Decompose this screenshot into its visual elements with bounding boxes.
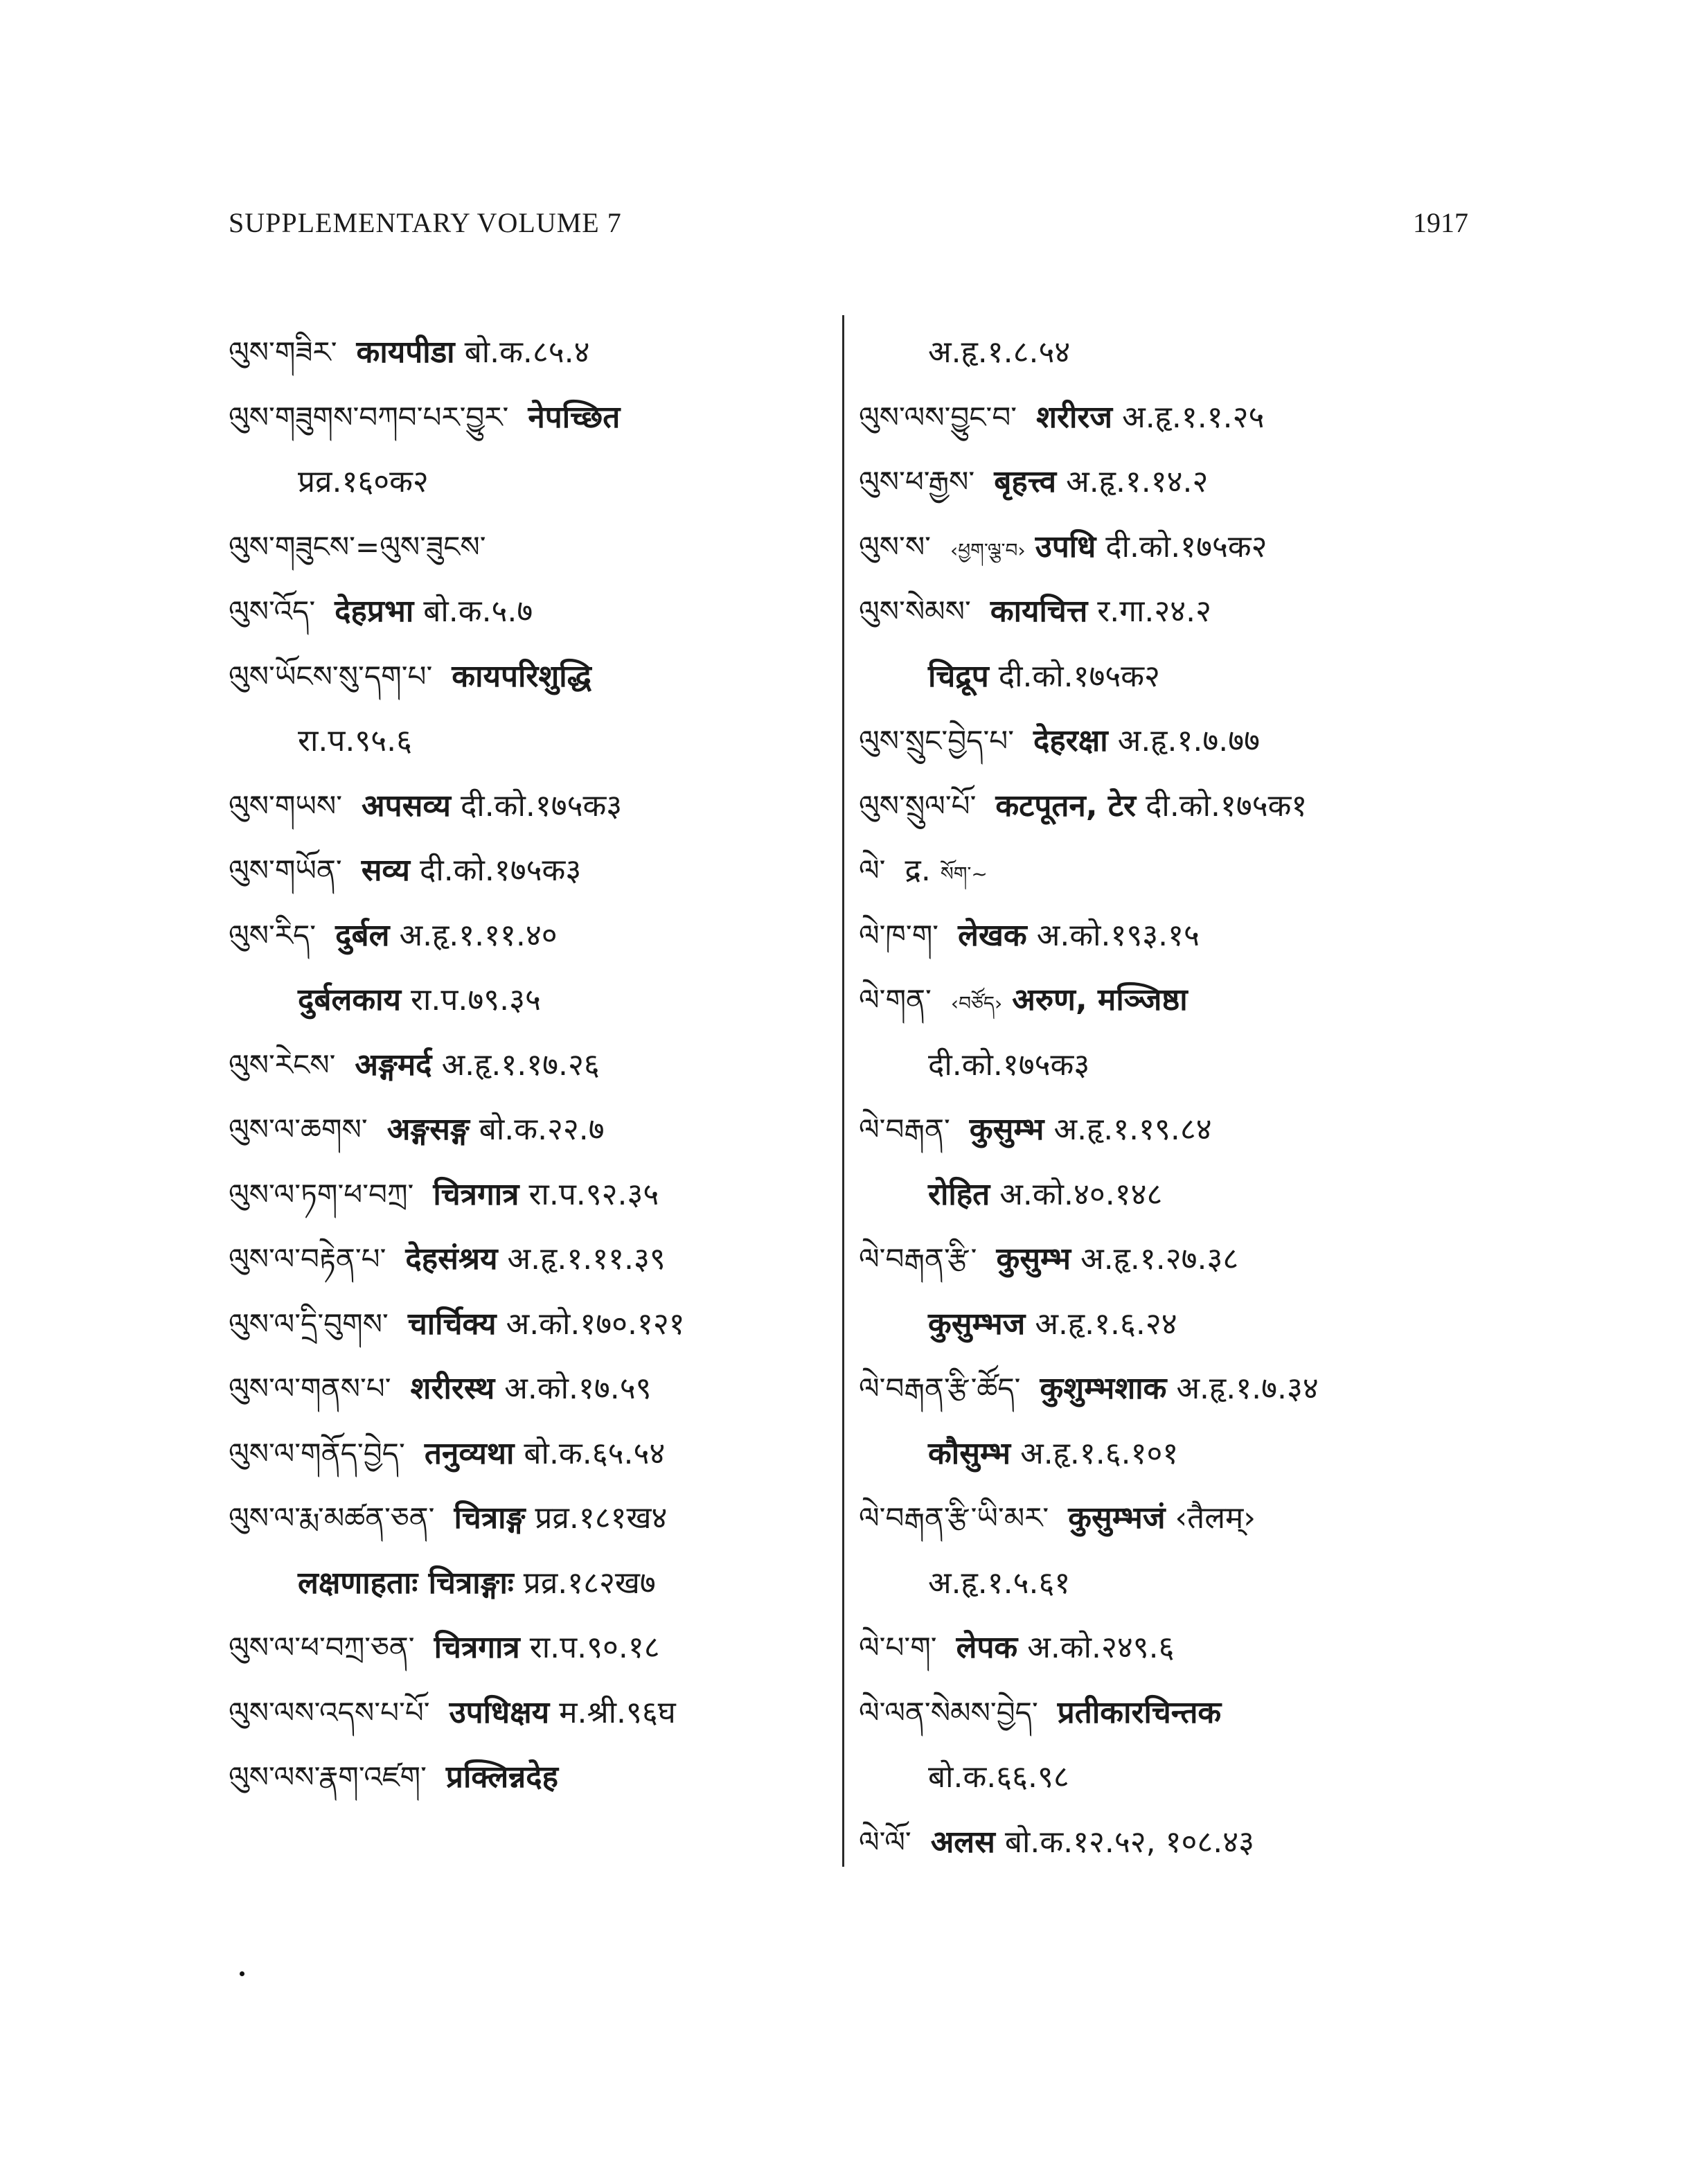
dictionary-entry: [229, 1680, 824, 1746]
tibetan-headword: ལུས་ལ་གནས་པ་: [229, 1371, 391, 1405]
dictionary-entry: [859, 1615, 1468, 1680]
sanskrit-equivalent: कुसुम्भ: [969, 1112, 1044, 1147]
sanskrit-equivalent: सव्य: [361, 853, 410, 888]
source-reference: म.श्री.९६घ: [559, 1694, 676, 1730]
tibetan-headword: ལུས་གཡོན་: [229, 853, 342, 887]
entry-continuation: [859, 320, 1468, 385]
tibetan-headword: ལུས་ལ་རྨ་མཚན་ཅན་: [229, 1501, 435, 1535]
sanskrit-equivalent: देहप्रभा: [335, 594, 414, 629]
entry-continuation: [229, 1551, 824, 1616]
dictionary-entry: [859, 903, 1468, 968]
tibetan-headword: ལུས་སེམས་: [859, 594, 971, 628]
source-reference: दी.को.१७५क२: [1105, 529, 1267, 565]
tibetan-headword: ལུས་ཕ་རྒྱས་: [859, 465, 975, 499]
dictionary-entry: [229, 579, 824, 644]
tibetan-headword: ལུས་ལ་དྲི་བུགས་: [229, 1306, 389, 1341]
source-reference: अ.को.२४९.६: [1027, 1630, 1175, 1665]
dictionary-entry: [859, 579, 1468, 644]
sanskrit-equivalent: अपसव्य: [362, 788, 451, 824]
sanskrit-equivalent: तनुव्यथा: [424, 1435, 515, 1471]
source-reference: बो.क.१२.५२, १०८.४३: [1004, 1824, 1255, 1860]
tibetan-headword: ལུས་ས་: [859, 529, 931, 564]
tibetan-headword: ལུས་ལ་ཏག་ཕ་བཀྲ་: [229, 1177, 414, 1211]
sanskrit-equivalent: प्रतीकारचिन्तक: [1057, 1694, 1222, 1730]
tibetan-headword: ལུས་ལས་འདས་པ་པོ་: [229, 1695, 430, 1730]
source-reference: रा.प.९२.३५: [528, 1176, 659, 1212]
source-reference: अ.हृ.१.६.१०१: [1020, 1435, 1179, 1471]
dictionary-entry: [229, 903, 824, 968]
dictionary-entry: [859, 1227, 1468, 1292]
tibetan-headword: ལུས་གཟུགས་བཀབ་པར་བྱུར་: [229, 400, 509, 434]
tibetan-headword: ལེ་: [859, 853, 886, 887]
sanskrit-equivalent: शरीरज: [1036, 399, 1113, 435]
source-reference: अ.हृ.१.११.४०: [399, 917, 558, 953]
dictionary-entry: [859, 709, 1468, 774]
dictionary-entry: [229, 1356, 824, 1421]
source-reference: अ.को.१९३.१५: [1036, 917, 1200, 953]
page-number: 1917: [1413, 207, 1468, 238]
tibetan-headword: ལུས་ལ་བརྟེན་པ་: [229, 1242, 386, 1276]
tibetan-headword: ལེ་ལོ་: [859, 1825, 911, 1859]
tibetan-headword: ལུས་ལས་བྱུང་བ་: [859, 400, 1017, 434]
left-column: [229, 320, 824, 1810]
sanskrit-equivalent: कुसुम्भजं: [1068, 1500, 1166, 1536]
tibetan-headword: ལེ་གན་: [859, 983, 932, 1017]
dictionary-entry: [859, 838, 1468, 903]
sanskrit-equivalent: अङ्गमर्द: [355, 1047, 432, 1083]
source-reference: दी.को.१७५क२: [998, 658, 1160, 694]
dictionary-entry: [229, 515, 824, 580]
sanskrit-equivalent: प्रक्लिन्नदेह: [445, 1759, 558, 1795]
tibetan-headword: ལུས་ལས་རྣག་འཛག་: [229, 1760, 427, 1794]
sanskrit-equivalent: कायपरिशुद्धि: [452, 658, 591, 694]
source-reference: अ.हृ.१.१९.८४: [1053, 1112, 1212, 1147]
sanskrit-equivalent: बृहत्त्व: [994, 464, 1057, 499]
sanskrit-equivalent: अरुण, मञ्जिष्ठा: [1012, 982, 1188, 1018]
sanskrit-equivalent: अलस: [930, 1824, 995, 1860]
tibetan-headword: ལུས་རིད་: [229, 918, 317, 952]
dictionary-entry: [229, 320, 824, 385]
tibetan-headword: ལེ་ཁ་ག་: [859, 918, 939, 952]
tibetan-headword: ལེ་བརྒན་རྩི་ཡི་མར་: [859, 1501, 1049, 1535]
source-reference: अ.हृ.१.१७.२६: [441, 1047, 600, 1083]
source-reference: प्रव्र.१८२ख७: [523, 1565, 656, 1601]
sanskrit-equivalent: कायचित्त: [990, 594, 1088, 629]
dictionary-entry: [229, 774, 824, 839]
sanskrit-equivalent: चित्राङ्ग: [454, 1500, 526, 1536]
sanskrit-equivalent: देहरक्षा: [1033, 723, 1108, 758]
dictionary-entry: [229, 1227, 824, 1292]
sanskrit-equivalent: दुर्बलकाय: [298, 982, 402, 1018]
tibetan-headword: ལེ་བརྒན་: [859, 1112, 950, 1146]
sanskrit-equivalent: अङ्गसङ्ग: [386, 1112, 470, 1147]
source-reference: अ.हृ.१.५.६१: [928, 1565, 1071, 1601]
page-header: [229, 206, 1468, 248]
sanskrit-equivalent: कौसुम्भ: [928, 1435, 1011, 1471]
page-speck: [240, 1971, 244, 1976]
sanskrit-equivalent: उपधि: [1035, 529, 1096, 565]
sanskrit-equivalent: लेपक: [956, 1630, 1018, 1665]
dictionary-entry: [229, 1033, 824, 1098]
source-reference: बो.क.६५.५४: [524, 1435, 666, 1471]
dictionary-entry: [229, 1421, 824, 1486]
source-reference: अ.हृ.१.८.५४: [928, 335, 1071, 370]
source-reference: अ.हृ.१.२७.३८: [1080, 1241, 1239, 1277]
sanskrit-equivalent: देहसंश्रय: [405, 1241, 498, 1277]
sanskrit-equivalent: कुसुम्भज: [928, 1306, 1026, 1342]
source-reference: बो.क.२२.७: [479, 1112, 605, 1147]
dictionary-entry: [859, 1097, 1468, 1162]
dictionary-entry: [229, 1486, 824, 1551]
tibetan-headword: ལེ་བརྒན་རྩི་ཚོད་: [859, 1371, 1021, 1405]
source-reference: दी.को.१७५क३: [420, 853, 582, 888]
dictionary-entry: [229, 1292, 824, 1357]
tibetan-headword: ལུས་འོད་: [229, 594, 316, 628]
column-divider: [842, 315, 844, 1867]
source-reference: अ.हृ.१.६.२४: [1035, 1306, 1177, 1342]
dictionary-entry: [859, 968, 1468, 1033]
source-reference: रा.प.९०.१८: [529, 1630, 660, 1665]
source-reference: रा.प.७९.३५: [411, 982, 541, 1018]
source-reference: अ.हृ.१.१४.२: [1066, 464, 1209, 499]
dictionary-entry: [229, 1745, 824, 1810]
tibetan-headword: ལེ་ལན་སེམས་བྱེད་: [859, 1695, 1038, 1730]
entry-note: ‹བཙོད›: [950, 992, 1003, 1015]
sanskrit-equivalent: चिद्रूप: [928, 658, 989, 694]
sanskrit-equivalent: कटपूतन, टेर: [995, 788, 1137, 824]
dictionary-entry: [859, 515, 1468, 580]
source-reference: अ.को.४०.१४८: [999, 1176, 1163, 1212]
entry-continuation: [229, 709, 824, 774]
dictionary-entry: [859, 1356, 1468, 1421]
tibetan-headword: ལུས་ལ་ཕ་བཀྲ་ཅན་: [229, 1631, 415, 1664]
sanskrit-equivalent: उपधिक्षय: [449, 1694, 550, 1730]
entry-continuation: [859, 1745, 1468, 1810]
entry-continuation: [859, 1033, 1468, 1098]
entry-continuation: [859, 1551, 1468, 1616]
source-reference: बो.क.८५.४: [464, 335, 590, 370]
dictionary-entry: [859, 1486, 1468, 1551]
entry-note: སོག་~: [940, 862, 988, 885]
sanskrit-equivalent: कुसुम्भ: [996, 1241, 1071, 1277]
running-title: SUPPLEMENTARY VOLUME 7: [229, 207, 622, 238]
entry-continuation: [859, 1421, 1468, 1486]
sanskrit-equivalent: चित्रगात्र: [434, 1630, 520, 1665]
tibetan-headword: ལུས་གཟུངས་=ལུས་ཟུངས་: [229, 529, 486, 564]
tibetan-headword: ལེ་བརྒན་རྩི་: [859, 1242, 977, 1276]
dictionary-entry: [859, 385, 1468, 450]
entry-continuation: [229, 968, 824, 1033]
source-reference: रा.प.९५.६: [298, 723, 412, 758]
entry-note: ‹ཕྱག་ལྕ་བ›: [950, 538, 1026, 562]
tibetan-headword: ལུས་སྲུང་བྱེད་པ་: [859, 724, 1015, 758]
tibetan-headword: ལུས་གཟིར་: [229, 335, 337, 369]
sanskrit-equivalent: नेपच्छित: [528, 399, 621, 435]
dictionary-entry: [229, 644, 824, 709]
source-reference: र.गा.२४.२: [1097, 594, 1212, 629]
sanskrit-equivalent: चार्चिक्य: [407, 1306, 497, 1342]
tibetan-headword: ལེ་པ་ག་: [859, 1631, 937, 1664]
tibetan-headword: ལུས་ཡོངས་སུ་དག་པ་: [229, 659, 433, 693]
source-reference: प्रव्र.१८१ख४: [535, 1500, 668, 1536]
entry-continuation: [859, 1162, 1468, 1227]
dictionary-entry: [229, 1097, 824, 1162]
dictionary-entry: [229, 1615, 824, 1680]
source-reference: बो.क.५.७: [423, 594, 533, 629]
sanskrit-equivalent: लेखक: [958, 917, 1027, 953]
tibetan-headword: ལུས་ལ་གནོད་བྱེད་: [229, 1436, 405, 1471]
source-reference: दी.को.१७५क३: [460, 788, 623, 824]
source-reference: अ.हृ.१.१.२५: [1122, 399, 1265, 435]
sanskrit-equivalent: रोहित: [928, 1176, 990, 1212]
tibetan-headword: ལུས་གཡས་: [229, 788, 343, 823]
source-reference: द्र.: [905, 853, 931, 888]
source-reference: अ.हृ.१.११.३९: [507, 1241, 666, 1277]
sanskrit-equivalent: कायपीडा: [356, 335, 455, 370]
sanskrit-equivalent: चित्रगात्र: [433, 1176, 519, 1212]
source-reference: अ.को.१७.५९: [504, 1371, 652, 1406]
sanskrit-equivalent: दुर्बल: [335, 917, 390, 953]
dictionary-entry: [229, 1162, 824, 1227]
source-reference: बो.क.६६.९८: [928, 1759, 1069, 1795]
entry-continuation: [859, 644, 1468, 709]
dictionary-entry: [859, 774, 1468, 839]
sanskrit-equivalent: शरीरस्थ: [410, 1371, 495, 1406]
source-reference: ‹तैलम्›: [1175, 1500, 1256, 1536]
dictionary-entry: [859, 1680, 1468, 1746]
dictionary-entry: [859, 1810, 1468, 1875]
source-reference: प्रव्र.१६०क२: [298, 464, 429, 499]
tibetan-headword: ལུས་ལ་ཆགས་: [229, 1112, 368, 1146]
source-reference: अ.हृ.१.७.३४: [1176, 1371, 1319, 1406]
dictionary-entry: [229, 838, 824, 903]
source-reference: दी.को.१७५क३: [928, 1047, 1090, 1083]
dictionary-entry: [859, 450, 1468, 515]
tibetan-headword: ལུས་སྲུལ་པོ་: [859, 788, 977, 823]
sanskrit-equivalent: कुशुम्भशाक: [1040, 1371, 1167, 1406]
tibetan-headword: ལུས་རེངས་: [229, 1047, 336, 1082]
source-reference: अ.को.१७०.१२१: [506, 1306, 685, 1342]
source-reference: दी.को.१७५क१: [1146, 788, 1308, 824]
sanskrit-equivalent: लक्षणाहताः चित्राङ्गाः: [298, 1565, 514, 1601]
right-column: [859, 320, 1468, 1874]
source-reference: अ.हृ.१.७.७७: [1117, 723, 1260, 758]
entry-continuation: [229, 450, 824, 515]
dictionary-entry: [229, 385, 824, 450]
entry-continuation: [859, 1292, 1468, 1357]
